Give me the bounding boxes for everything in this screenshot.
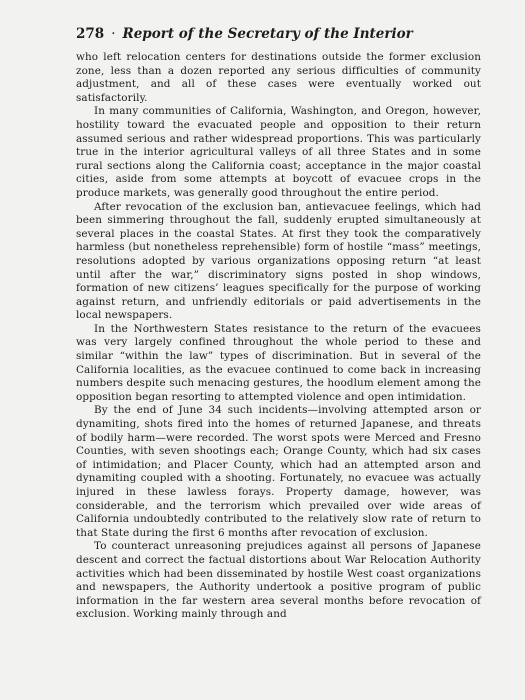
paragraph: After revocation of the exclusion ban, antievacuee feelings, which had been simmering throughout the fall, suddenly erupted simultaneously at several places in the coastal States. At first they took the comparatively harmless (but nonetheless reprehensible) form of hostile “mass” meetings, resolutions adopted by various organizations opposing return “at least until after the war,” discriminatory signs posted in shop windows, formation of new citizens’ leagues specifically for the purpose of working against return, and unfriendly editorials or paid advertisements in the local newspapers. bbox=[76, 200, 481, 322]
paragraph-continuation: who left relocation centers for destinations outside the former exclusion zone, less than a dozen reported any serious difficulties of community adjustment, and all of these cases were eventually worked out satisfactorily. bbox=[76, 51, 481, 104]
paragraph: By the end of June 34 such incidents—involving attempted arson or dynamiting, shots fired into the homes of returned Japanese, and threats of bodily harm—were recorded. The worst spots were Merced and Fresno Counties, with seven shootings each; Orange County, which had six cases of intimidation; and Placer County, which had an attempted arson and dynamiting coupled with a shooting. Fortunately, no evacuee was actually injured in these lawless forays. Property damage, however, was considerable, and the terrorism which prevailed over wide areas of California undoubtedly contributed to the relatively slow rate of return to that State during the first 6 months after revocation of exclusion. bbox=[76, 404, 481, 539]
body-text bbox=[76, 51, 481, 622]
paragraph: To counteract unreasoning prejudices against all persons of Japanese descent and correct the factual distortions about War Relocation Authority activities which had been disseminated by hostile West coast organizations and newspapers, the Authority undertook a positive program of public information in the far western area several months before revocation of exclusion. Working mainly through and bbox=[76, 540, 481, 621]
paragraph: In many communities of California, Washington, and Oregon, however, hostility toward the evacuated people and opposition to their return assumed serious and rather widespread proportions. This was particularly true in the interior agricultural valleys of all three States and in some rural sections along the California coast; acceptance in the major coastal cities, aside from some attempts at boycott of evacuee crops in the produce markets, was generally good throughout the entire period. bbox=[76, 105, 481, 199]
running-title: Report of the Secretary of the Interior bbox=[122, 26, 413, 42]
page-number: 278 bbox=[76, 26, 105, 42]
running-header bbox=[76, 26, 413, 42]
header-separator: · bbox=[111, 26, 116, 42]
paragraph: In the Northwestern States resistance to the return of the evacuees was very largely confined throughout the whole period to these and similar “within the law” types of discrimination. But in several of the California localities, as the evacuee continued to come back in increasing numbers despite such menacing gestures, the hoodlum element among the opposition began resorting to attempted violence and open intimidation. bbox=[76, 322, 481, 403]
